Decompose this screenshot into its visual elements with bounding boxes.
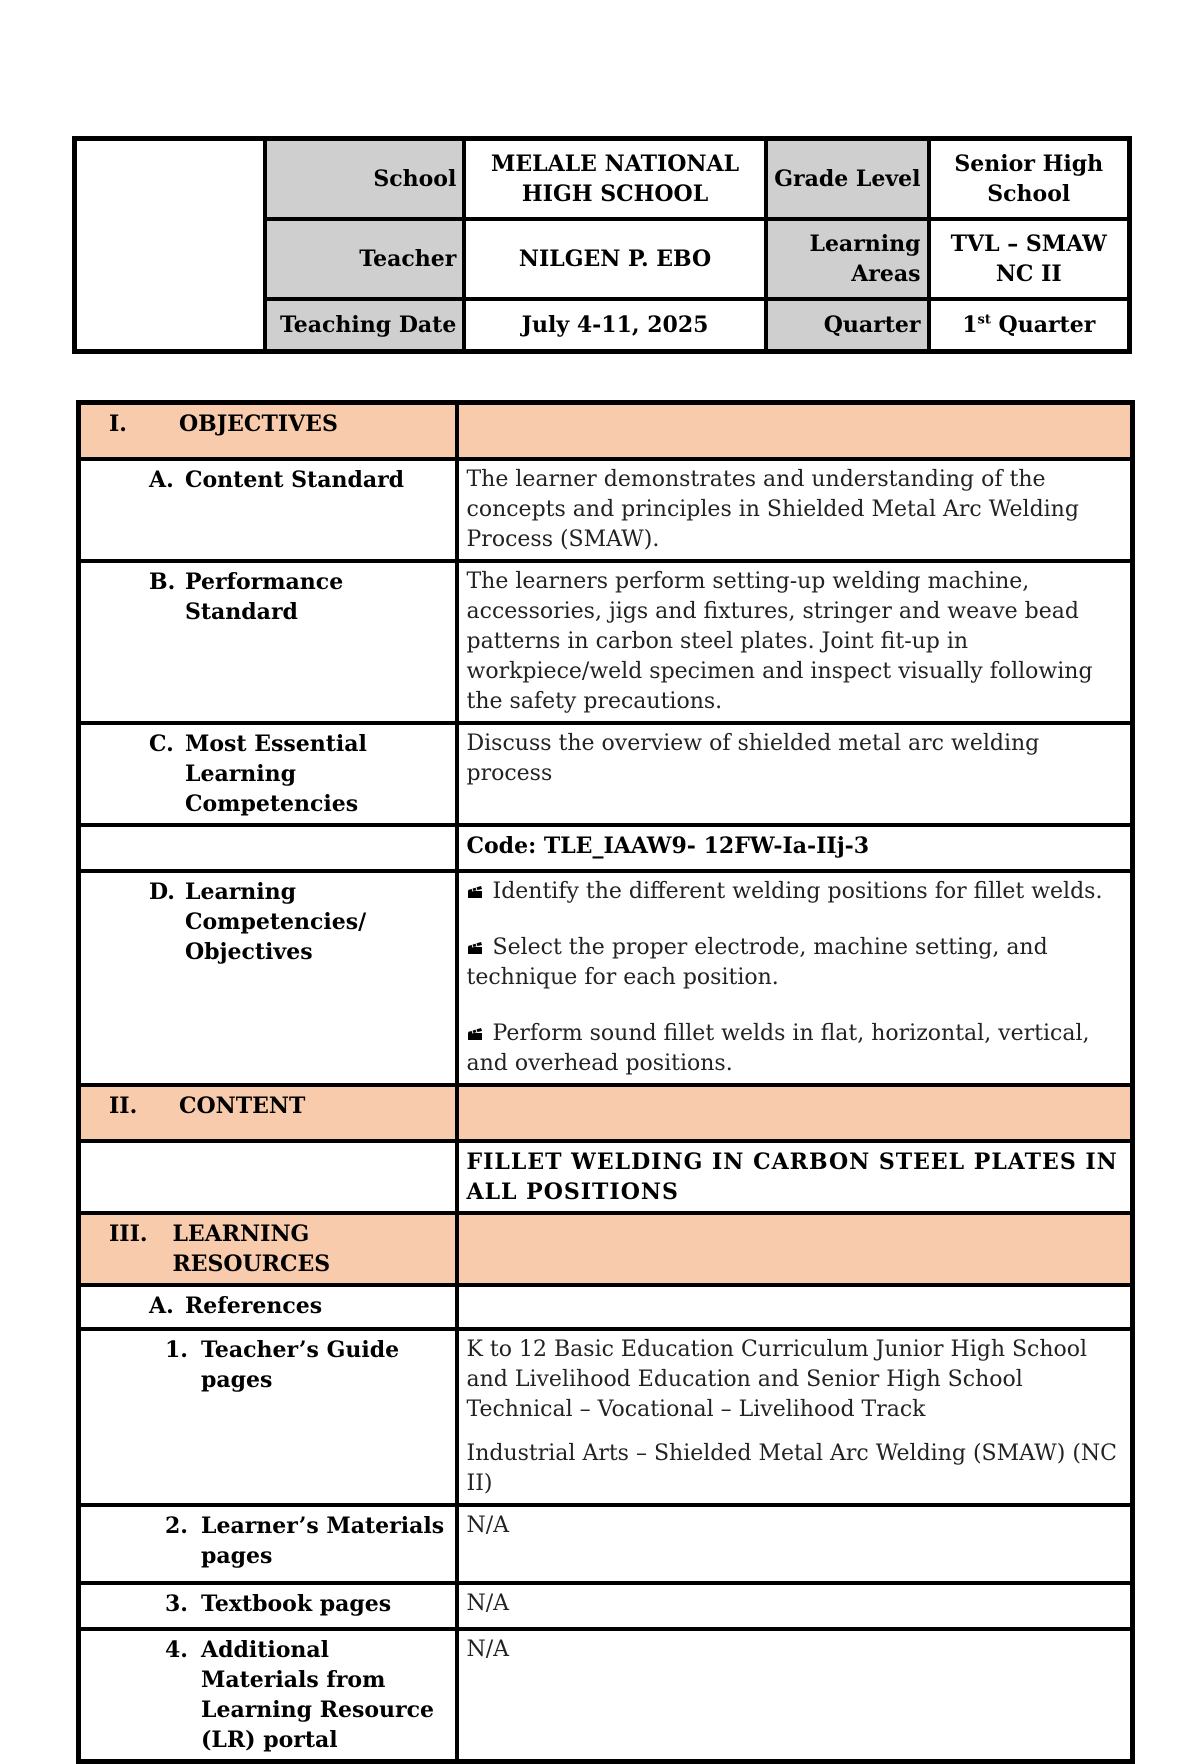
- clapperboard-bullet-icon: [467, 878, 483, 892]
- objectives-number: I.: [109, 411, 127, 437]
- teachers-guide-label: Teacher’s Guide pages: [201, 1337, 400, 1393]
- additional-materials-text: N/A: [457, 1629, 1133, 1762]
- content-standard-label: Content Standard: [185, 467, 405, 493]
- clapperboard-bullet-icon: [467, 934, 483, 948]
- textbook-row: 3. Textbook pages N/A: [79, 1583, 1133, 1629]
- content-topic-row: [79, 1141, 1133, 1213]
- competencies-label: Learning Competencies/ Objectives: [185, 879, 367, 965]
- competencies-row: D. Learning Competencies/ Objectives Identify the different welding positions for fillet welds. Select the proper electrode, machine setting, and technique for each position. Perform sound fillet welds in flat, horizontal, vertical, and overhead positions.: [79, 871, 1133, 1085]
- quarter-word: Quarter: [998, 312, 1096, 338]
- teachers-guide-text-2: Industrial Arts – Shielded Metal Arc Welding (SMAW) (NC II): [466, 1441, 1117, 1496]
- learners-materials-text: N/A: [457, 1505, 1133, 1583]
- melc-row: C. Most Essential Learning Competencies Discuss the overview of shielded metal arc welding process: [79, 723, 1133, 825]
- teaching-date-value: July 4-11, 2025: [464, 299, 765, 352]
- references-row: A. References: [79, 1285, 1133, 1329]
- teacher-label: Teacher: [265, 219, 464, 299]
- school-value: MELALE NATIONAL HIGH SCHOOL: [464, 139, 765, 220]
- content-title: CONTENT: [179, 1093, 306, 1119]
- performance-standard-row: B. Performance Standard The learners perform setting-up welding machine, accessories, jigs and fixtures, stringer and weave bead patterns in carbon steel plates. Joint fit-up in workpiece/weld specimen and inspect visually following the safety precautions.: [79, 561, 1133, 723]
- clapperboard-bullet-icon: [467, 1020, 483, 1034]
- content-standard-row: A. Content Standard The learner demonstrates and understanding of the concepts and principles in Shielded Metal Arc Welding Process (SMAW).: [79, 459, 1133, 561]
- teaching-date-label: Teaching Date: [265, 299, 464, 352]
- quarter-ordinal: st: [977, 312, 991, 328]
- content-standard-text: The learner demonstrates and understanding of the concepts and principles in Shielded Metal Arc Welding Process (SMAW).: [457, 459, 1133, 561]
- objectives-title: OBJECTIVES: [179, 411, 338, 437]
- list-item: Identify the different welding positions for fillet welds.: [467, 877, 1123, 907]
- textbook-label: Textbook pages: [201, 1591, 392, 1617]
- learning-areas-label: Learning Areas: [766, 219, 929, 299]
- teacher-value: NILGEN P. EBO: [464, 219, 765, 299]
- performance-standard-label: Performance Standard: [185, 569, 344, 625]
- learners-materials-label: Learner’s Materials pages: [201, 1513, 445, 1569]
- quarter-value: [929, 299, 1130, 352]
- grade-level-value: Senior High School: [929, 139, 1130, 220]
- objectives-section-row: [79, 403, 1133, 460]
- competency-code: Code: TLE_IAAW9- 12FW-Ia-IIj-3: [457, 825, 1133, 871]
- additional-materials-row: 4. Additional Materials from Learning Resource (LR) portal N/A: [79, 1629, 1133, 1762]
- list-item: Perform sound fillet welds in flat, horizontal, vertical, and overhead positions.: [466, 1021, 1090, 1076]
- textbook-text: N/A: [457, 1583, 1133, 1629]
- content-section-row: [79, 1085, 1133, 1141]
- melc-label: Most Essential Learning Competencies: [185, 731, 367, 817]
- quarter-label: Quarter: [766, 299, 929, 352]
- references-label: References: [185, 1293, 323, 1319]
- resources-section-row: [79, 1213, 1133, 1285]
- resources-number: III.: [109, 1221, 148, 1247]
- teachers-guide-row: 1. Teacher’s Guide pages K to 12 Basic Education Curriculum Junior High School and Livelihood Education and Senior High School Technical – Vocational – Livelihood Track Industrial Arts – Shielded Metal Arc Welding (SMAW) (NC II): [79, 1329, 1133, 1505]
- code-row: [79, 825, 1133, 871]
- header-info-table: [72, 136, 1132, 354]
- school-label: School: [265, 139, 464, 220]
- melc-text: Discuss the overview of shielded metal arc welding process: [457, 723, 1133, 825]
- logo-area: [75, 139, 266, 352]
- list-item: Select the proper electrode, machine setting, and technique for each position.: [466, 935, 1048, 990]
- resources-title: LEARNING RESOURCES: [172, 1221, 331, 1277]
- additional-materials-label: Additional Materials from Learning Resource (LR) portal: [201, 1637, 435, 1753]
- teachers-guide-text-1: K to 12 Basic Education Curriculum Junior High School and Livelihood Education and Senior High School Technical – Vocational – Livelihood Track: [466, 1337, 1088, 1422]
- content-topic-text: FILLET WELDING IN CARBON STEEL PLATES IN ALL POSITIONS: [457, 1141, 1133, 1213]
- learners-materials-row: 2. Learner’s Materials pages N/A: [79, 1505, 1133, 1583]
- quarter-number: 1: [962, 312, 978, 338]
- lesson-plan-table: [76, 400, 1135, 1764]
- grade-level-label: Grade Level: [766, 139, 929, 220]
- performance-standard-text: The learners perform setting-up welding machine, accessories, jigs and fixtures, stringer and weave bead patterns in carbon steel plates. Joint fit-up in workpiece/weld specimen and inspect visually following the safety precautions.: [457, 561, 1133, 723]
- content-number: II.: [109, 1093, 138, 1119]
- competencies-list: [457, 871, 1133, 1085]
- learning-areas-value: TVL – SMAW NC II: [929, 219, 1130, 299]
